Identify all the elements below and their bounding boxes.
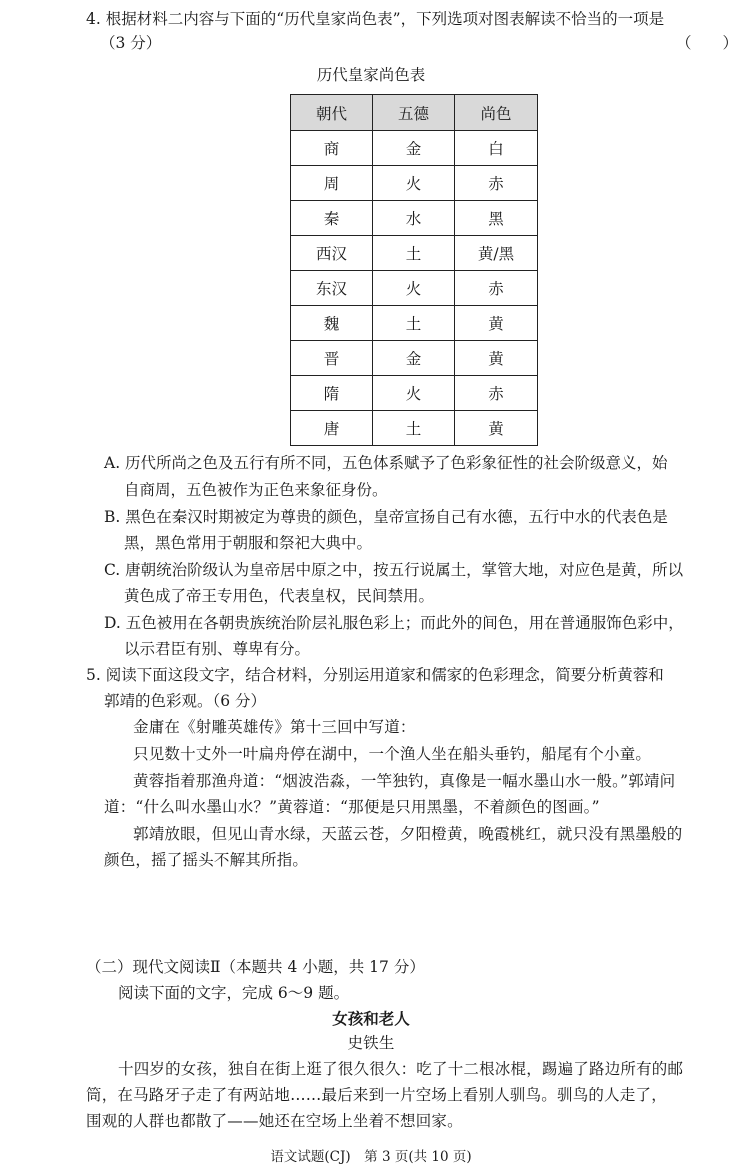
cell-dynasty: 周 <box>291 166 373 201</box>
q5-stem-line1: 5. 阅读下面这段文字，结合材料，分别运用道家和儒家的色彩理念，简要分析黄蓉和 <box>86 666 664 684</box>
answer-bracket: （ ） <box>676 34 739 52</box>
cell-color: 赤 <box>455 166 538 201</box>
story-author: 史铁生 <box>347 1034 395 1052</box>
cell-dynasty: 隋 <box>291 376 373 411</box>
cell-color: 黄 <box>455 341 538 376</box>
cell-dynasty: 东汉 <box>291 271 373 306</box>
q5-passage-line: 道：“什么叫水墨山水？”黄蓉道：“那便是只用黑墨，不着颜色的图画。” <box>104 798 600 816</box>
cell-color: 黑 <box>455 201 538 236</box>
header-five-virtues: 五德 <box>373 95 455 131</box>
table-title: 历代皇家尚色表 <box>316 66 426 84</box>
story-paragraph-line: 十四岁的女孩，独自在街上逛了很久很久：吃了十二根冰棍，踢遍了路边所有的邮 <box>118 1060 684 1078</box>
story-paragraph-line: 筒，在马路牙子走了有两站地……最后来到一片空场上看别人驯鸟。驯鸟的人走了， <box>86 1086 667 1104</box>
option-b-line1: B. 黑色在秦汉时期被定为尊贵的颜色，皇帝宣扬自己有水德，五行中水的代表色是 <box>104 508 668 526</box>
q5-passage-line: 只见数十丈外一叶扁舟停在湖中，一个渔人坐在船头垂钓，船尾有个小童。 <box>133 745 652 763</box>
option-c-line2: 黄色成了帝王专用色，代表皇权，民间禁用。 <box>124 587 435 605</box>
cell-virtue: 土 <box>373 411 455 446</box>
cell-virtue: 火 <box>373 376 455 411</box>
cell-dynasty: 商 <box>291 131 373 166</box>
cell-color: 黄 <box>455 306 538 341</box>
option-a-line1: A. 历代所尚之色及五行有所不同，五色体系赋予了色彩象征性的社会阶级意义，始 <box>104 454 668 472</box>
q5-stem-line2: 郭靖的色彩观。（6 分） <box>104 692 267 710</box>
cell-dynasty: 西汉 <box>291 236 373 271</box>
table-row <box>291 341 538 376</box>
table-row <box>291 236 538 271</box>
cell-dynasty: 秦 <box>291 201 373 236</box>
cell-virtue: 火 <box>373 271 455 306</box>
header-dynasty: 朝代 <box>291 95 373 131</box>
table-row <box>291 376 538 411</box>
cell-virtue: 水 <box>373 201 455 236</box>
cell-dynasty: 魏 <box>291 306 373 341</box>
cell-color: 赤 <box>455 376 538 411</box>
cell-virtue: 土 <box>373 306 455 341</box>
option-d-line2: 以示君臣有别、尊卑有分。 <box>124 640 311 658</box>
q5-passage-line: 金庸在《射雕英雄传》第十三回中写道： <box>133 718 416 736</box>
cell-virtue: 金 <box>373 341 455 376</box>
option-c-line1: C. 唐朝统治阶级认为皇帝居中原之中，按五行说属土，掌管大地，对应色是黄，所以 <box>104 561 684 579</box>
cell-virtue: 金 <box>373 131 455 166</box>
option-d-line1: D. 五色被用在各朝贵族统治阶层礼服色彩上；而此外的间色，用在普通服饰色彩中， <box>104 614 684 632</box>
cell-dynasty: 唐 <box>291 411 373 446</box>
cell-color: 赤 <box>455 271 538 306</box>
table-row <box>291 201 538 236</box>
page-footer: 语文试题(CJ) 第 3 页(共 10 页) <box>270 1149 472 1165</box>
cell-virtue: 土 <box>373 236 455 271</box>
section-heading: （二）现代文阅读Ⅱ（本题共 4 小题，共 17 分） <box>86 958 425 976</box>
cell-color: 白 <box>455 131 538 166</box>
story-title: 女孩和老人 <box>332 1010 410 1028</box>
q4-stem-line1: 4. 根据材料二内容与下面的“历代皇家尚色表”，下列选项对图表解读不恰当的一项是 <box>86 10 665 28</box>
cell-virtue: 火 <box>373 166 455 201</box>
header-color: 尚色 <box>455 95 538 131</box>
option-b-line2: 黑，黑色常用于朝服和祭祀大典中。 <box>124 534 373 552</box>
cell-dynasty: 晋 <box>291 341 373 376</box>
story-paragraph-line: 围观的人群也都散了——她还在空场上坐着不想回家。 <box>86 1112 463 1130</box>
table-row <box>291 166 538 201</box>
table-row <box>291 271 538 306</box>
table-row <box>291 411 538 446</box>
option-a-line2: 自商周，五色被作为正色来象征身份。 <box>124 481 388 499</box>
section-instruction: 阅读下面的文字，完成 6～9 题。 <box>118 984 350 1002</box>
cell-color: 黄 <box>455 411 538 446</box>
q4-score: （3 分） <box>100 34 162 52</box>
q5-passage-line: 郭靖放眼，但见山青水绿，天蓝云苍，夕阳橙黄，晚霞桃红，就只没有黑墨般的 <box>133 825 683 843</box>
dynasty-color-table <box>290 94 538 446</box>
table-row <box>291 131 538 166</box>
table-header-row <box>291 95 538 131</box>
q5-passage-line: 颜色，摇了摇头不解其所指。 <box>104 851 309 869</box>
q5-passage-line: 黄蓉指着那渔舟道：“烟波浩淼，一竿独钓，真像是一幅水墨山水一般。”郭靖问 <box>133 772 676 790</box>
table-row <box>291 306 538 341</box>
cell-color: 黄/黑 <box>455 236 538 271</box>
